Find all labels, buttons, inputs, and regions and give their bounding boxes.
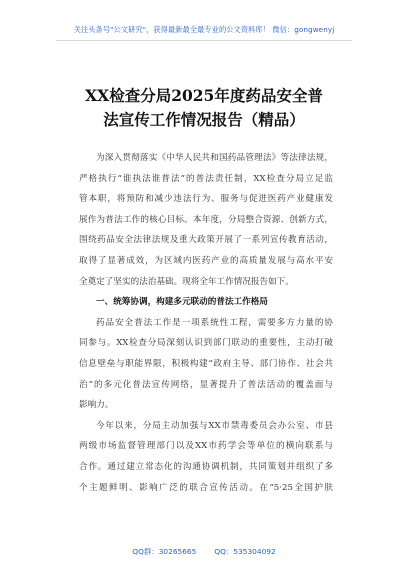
paragraph-line: 两级市场监督管理部门以及XX市药学会等单位的横向联系与 [79,441,333,452]
paragraph-line: 影响力。 [79,400,114,411]
paragraph-line: 取得了显著成效，为区域内医药产业的高质量发展与高水平安 [79,255,333,266]
section-heading: 一、统筹协调，构建多元联动的普法工作格局 [96,297,268,308]
paragraph-line: 为深入贯彻落实《中华人民共和国药品管理法》等法律法规， [96,153,333,163]
paragraph-line: 围绕药品安全法律法规及重大政策开展了一系列宣传教育活动， [79,235,333,246]
title-line-1: XX检查分局2025年度药品安全普 [85,86,323,105]
header-divider [56,40,352,41]
paragraph-line: 合作。通过建立常态化的沟通协调机制，共同策划并组织了多 [79,461,333,472]
paragraph-line: 个主题鲜明、影响广泛的联合宣传活动。在“5·25全国护肤 [79,482,333,493]
footer-contact [0,546,408,557]
document-title [52,84,356,132]
paragraph-line: 同参与。XX检查分局深刻认识到部门联动的重要性，主动打破 [79,338,333,349]
header-banner: 关注头条号"公文研究"，获得最新最全最专业的公文资料库！ 微信：gongwenyj [73,25,335,34]
paragraph-line: 信息壁垒与职能界限，积极构建“政府主导、部门协作、社会共 [79,358,333,369]
paragraph-line: 今年以来，分局主动加强与XX市禁毒委员会办公室、市县 [96,420,333,431]
footer-qq-group: QQ群：30265665 [132,547,197,556]
paragraph-line: 药品安全普法工作是一项系统性工程，需要多方力量的协 [96,317,333,328]
paragraph-line: 管本职，将预防和减少违法行为、服务与促进医药产业健康发 [79,194,333,205]
title-line-2: 法宣传工作情况报告（精品） [103,110,305,129]
document-body [79,148,333,498]
paragraph-line: 全奠定了坚实的法治基础。现将全年工作情况报告如下。 [79,276,294,287]
footer-qq: QQ：535304092 [214,547,276,556]
paragraph-line: 严格执行“谁执法谁普法”的普法责任制，XX检查分局立足监 [79,173,333,184]
paragraph-line: 展作为普法工作的核心目标。本年度，分局整合资源、创新方式， [79,214,333,225]
paragraph-line: 治”的多元化普法宣传网络，显著提升了普法活动的覆盖面与 [79,379,333,390]
